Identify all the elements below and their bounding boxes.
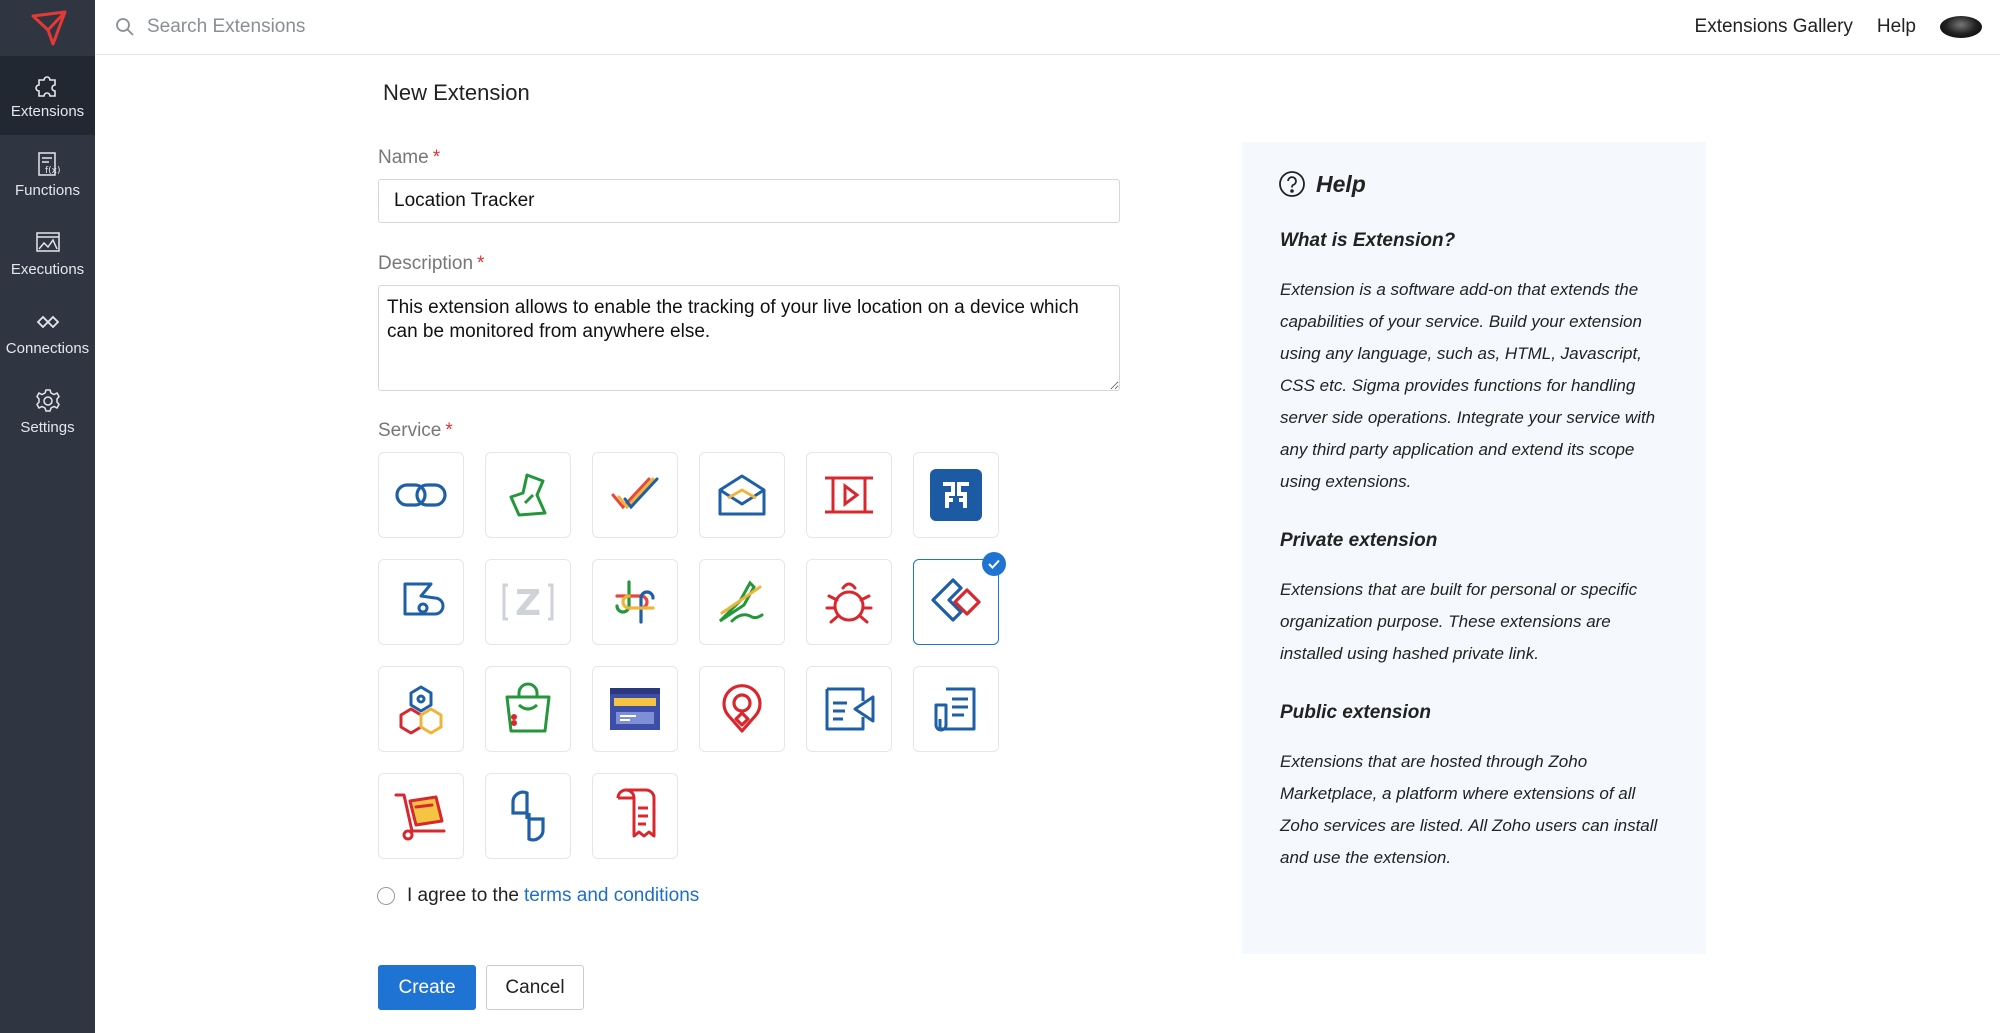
page-title: New Extension: [383, 80, 530, 105]
service-label-text: Service: [378, 420, 442, 441]
zoho-notebook-icon: [930, 683, 982, 735]
question-icon: [1278, 170, 1306, 198]
connections-icon: [34, 308, 62, 336]
service-label: [378, 420, 453, 442]
top-right-nav: [1695, 0, 2000, 54]
search-box: [115, 7, 649, 47]
help-heading: Private extension: [1280, 530, 1438, 551]
service-tile-cliq[interactable]: [592, 559, 678, 645]
sidebar-item-settings[interactable]: [0, 372, 95, 451]
create-button[interactable]: Create: [378, 965, 476, 1010]
help-body: Extension is a software add-on that extends the capabilities of your service. Build your extension using any language, such as, HTML, Javascript, CSS etc. Sigma provides functions for handling server side operations. Integrate your service with any third party application and extend its scope using extensions.: [1280, 280, 1656, 491]
zoho-bugtracker-icon: [821, 574, 877, 630]
zoho-mail-icon: [714, 470, 770, 520]
zoho-shift-icon: [503, 787, 553, 845]
help-link[interactable]: Help: [1876, 16, 1916, 37]
svg-text:f(x): f(x): [44, 166, 61, 176]
zoho-campaigns-icon: [821, 683, 877, 735]
sidebar-item-executions[interactable]: [0, 214, 95, 293]
service-tile-campaigns[interactable]: [806, 666, 892, 752]
terms-link[interactable]: terms and conditions: [523, 885, 700, 906]
extensions-gallery-link[interactable]: Extensions Gallery: [1694, 16, 1853, 37]
terms-agreement: [377, 885, 699, 907]
required-mark: *: [445, 420, 453, 441]
cancel-button[interactable]: Cancel: [486, 965, 584, 1010]
sidebar: [0, 0, 95, 1033]
service-tile-square[interactable]: [913, 452, 999, 538]
executions-icon: [34, 229, 62, 257]
zoho-z-letter: Z: [514, 583, 542, 624]
zoho-square-icon: [929, 468, 983, 522]
help-body: Extensions that are hosted through Zoho Marketplace, a platform where extensions of all Zoho services are listed. All Zoho users can install and use the extension.: [1280, 752, 1658, 867]
help-panel: [1242, 142, 1706, 954]
service-tile-sign[interactable]: [699, 559, 785, 645]
service-tile-mail[interactable]: [699, 452, 785, 538]
help-heading: What is Extension?: [1280, 230, 1456, 251]
avatar[interactable]: [1940, 16, 1982, 38]
sidebar-item-connections[interactable]: [0, 293, 95, 372]
name-field[interactable]: [378, 179, 1120, 223]
zoho-cliq-icon: [607, 574, 663, 630]
zoho-inventory-icon: [392, 789, 450, 843]
zoho-sites-icon: [606, 684, 664, 734]
zoho-z-icon: [500, 577, 556, 627]
zoho-desk-icon: [927, 574, 985, 630]
zoho-video-icon: [821, 472, 877, 518]
sidebar-item-label: Settings: [20, 419, 75, 436]
help-header: [1278, 170, 1668, 198]
agree-radio[interactable]: [377, 887, 395, 905]
service-tile-video[interactable]: [806, 452, 892, 538]
service-tile-invoice[interactable]: [592, 773, 678, 859]
service-tile-desk[interactable]: [913, 559, 999, 645]
sidebar-item-label: Functions: [14, 182, 81, 199]
service-tile-sites[interactable]: [592, 666, 678, 752]
help-heading: Public extension: [1280, 702, 1431, 723]
zoho-commerce-icon: [501, 681, 555, 737]
service-tile-bookings[interactable]: [378, 559, 464, 645]
name-label-text: Name: [378, 147, 429, 168]
sidebar-item-functions[interactable]: [0, 135, 95, 214]
service-tile-link[interactable]: [378, 452, 464, 538]
puzzle-icon: [34, 71, 62, 99]
service-tile-shift[interactable]: [485, 773, 571, 859]
app-logo[interactable]: [0, 0, 95, 56]
name-label: [378, 147, 440, 169]
zoho-flow-icon: [503, 469, 553, 521]
zoho-hexagon-icon: [393, 681, 449, 737]
sidebar-item-label: Executions: [10, 261, 85, 278]
gear-icon: [34, 387, 62, 415]
service-tile-z[interactable]: [485, 559, 571, 645]
search-icon: [115, 17, 135, 37]
required-mark: *: [432, 147, 441, 168]
service-tile-checks[interactable]: [592, 452, 678, 538]
selected-check-icon: [982, 552, 1006, 576]
sidebar-item-label: Connections: [5, 340, 90, 357]
service-tile-flow[interactable]: [485, 452, 571, 538]
paper-plane-logo-icon: [27, 8, 69, 48]
help-title: Help: [1316, 170, 1366, 197]
zoho-sign-icon: [714, 575, 770, 629]
description-label: [378, 253, 484, 275]
zoho-checks-icon: [607, 473, 663, 517]
zoho-invoice-icon: [608, 788, 662, 844]
help-body: Extensions that are built for personal or specific organization purpose. These extensions are installed using hashed private link.: [1280, 580, 1638, 663]
service-tile-location[interactable]: [699, 666, 785, 752]
search-input[interactable]: [145, 15, 649, 39]
service-tile-inventory[interactable]: [378, 773, 464, 859]
service-tile-commerce[interactable]: [485, 666, 571, 752]
description-label-text: Description: [378, 253, 474, 274]
zoho-location-icon: [716, 681, 768, 737]
service-tile-hexagon[interactable]: [378, 666, 464, 752]
agree-text: I agree to the: [407, 885, 519, 906]
required-mark: *: [477, 253, 485, 274]
description-field[interactable]: [378, 285, 1120, 391]
service-tile-bugtracker[interactable]: [806, 559, 892, 645]
zoho-link-icon: [393, 475, 449, 515]
function-icon: [34, 150, 62, 178]
sidebar-item-label: Extensions: [10, 103, 85, 120]
zoho-bookings-icon: [395, 576, 447, 628]
top-bar: [95, 0, 2000, 55]
sidebar-item-extensions[interactable]: [0, 56, 95, 135]
service-tile-notebook[interactable]: [913, 666, 999, 752]
